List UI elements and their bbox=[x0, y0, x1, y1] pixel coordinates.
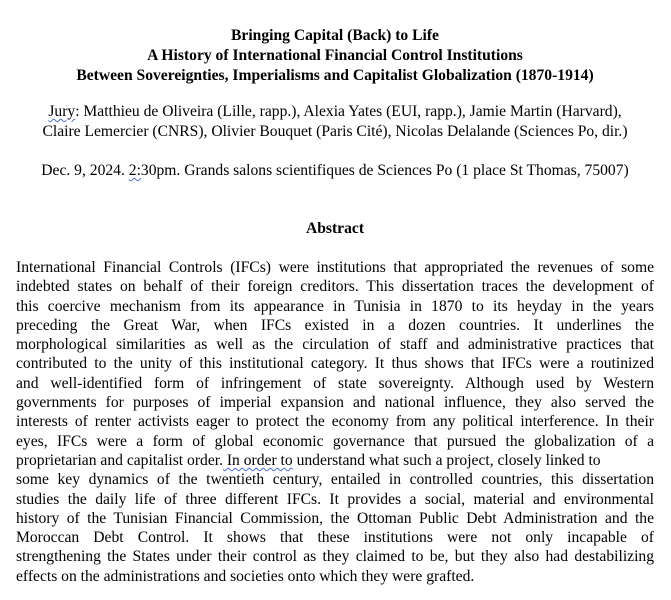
abstract-line: studies the daily life of three different IFCs. It provides a social, material and environmental bbox=[16, 490, 654, 508]
abstract-line: this coercive mechanism from its appearance in Tunisia in 1870 to its heyday in the years bbox=[16, 297, 654, 315]
abstract-line: preceding the Great War, when IFCs existed in a dozen countries. It underlines the bbox=[16, 316, 654, 334]
defense-date bbox=[16, 161, 654, 181]
title-line-1: Bringing Capital (Back) to Life bbox=[231, 27, 439, 44]
abstract-body bbox=[16, 258, 654, 586]
abstract-line: International Financial Controls (IFCs) were institutions that appropriated the revenues of some bbox=[16, 259, 654, 276]
abstract-heading: Abstract bbox=[305, 220, 365, 237]
jury-label: Jury bbox=[48, 103, 76, 120]
date-text: Dec. 9, 2024. bbox=[41, 162, 129, 179]
jury-members-1: : Matthieu de Oliveira (Lille, rapp.), Alexia Yates (EUI, rapp.), Jamie Martin (Harvard), bbox=[75, 103, 622, 120]
abstract-fragment: proprietarian and capitalist order. bbox=[16, 451, 223, 469]
title-line-3: Between Sovereignties, Imperialisms and Capitalist Globalization (1870-1914) bbox=[76, 67, 594, 84]
abstract-line: contributed to the unity of this institutional category. It thus shows that IFCs were a routinized bbox=[16, 355, 654, 373]
time-hour: 2: bbox=[128, 162, 141, 179]
abstract-fragment-flagged: In order to bbox=[222, 451, 293, 469]
jury-paragraph bbox=[16, 102, 654, 142]
abstract-line: eyes, IFCs were a form of global economic governance that pursued the globalization of a bbox=[16, 432, 654, 450]
title-line-2: A History of International Financial Control Institutions bbox=[147, 47, 523, 64]
jury-line-1 bbox=[16, 102, 654, 122]
abstract-fragment: understand what such a project, closely linked to bbox=[292, 451, 601, 469]
time-and-place: 30pm. Grands salons scientifiques de Sciences Po (1 place St Thomas, 75007) bbox=[140, 162, 629, 179]
abstract-line: history of the Tunisian Financial Commission, the Ottoman Public Debt Administration and the bbox=[16, 509, 654, 527]
abstract-line: morphological similarities as well as the circulation of staff and administrative practices that bbox=[16, 336, 654, 354]
abstract-line: some key dynamics of the twentieth century, entailed in controlled countries, this dissertation bbox=[16, 471, 654, 489]
abstract-line: and well-identified form of infringement of state sovereignty. Although used by Western bbox=[16, 374, 654, 392]
abstract-line: interests of renter activists eager to protect the economy from any political interference. In their bbox=[16, 413, 654, 431]
abstract-line: effects on the administrations and societies onto which they were grafted. bbox=[16, 567, 475, 585]
dissertation-title bbox=[16, 26, 654, 86]
abstract-line: strengthening the States under their control as they claimed to be, but they also had destabilizing bbox=[16, 548, 654, 566]
jury-line-2: Claire Lemercier (CNRS), Olivier Bouquet (Paris Cité), Nicolas Delalande (Sciences Po, dir.) bbox=[42, 123, 628, 140]
abstract-line: Moroccan Debt Control. It shows that these institutions were not only incapable of bbox=[16, 529, 654, 547]
abstract-line: indebted states on behalf of their foreign creditors. This dissertation traces the development of bbox=[16, 278, 654, 296]
abstract-line bbox=[16, 451, 654, 470]
abstract-line: governments for purposes of imperial expansion and national influence, they also served the bbox=[16, 394, 654, 412]
